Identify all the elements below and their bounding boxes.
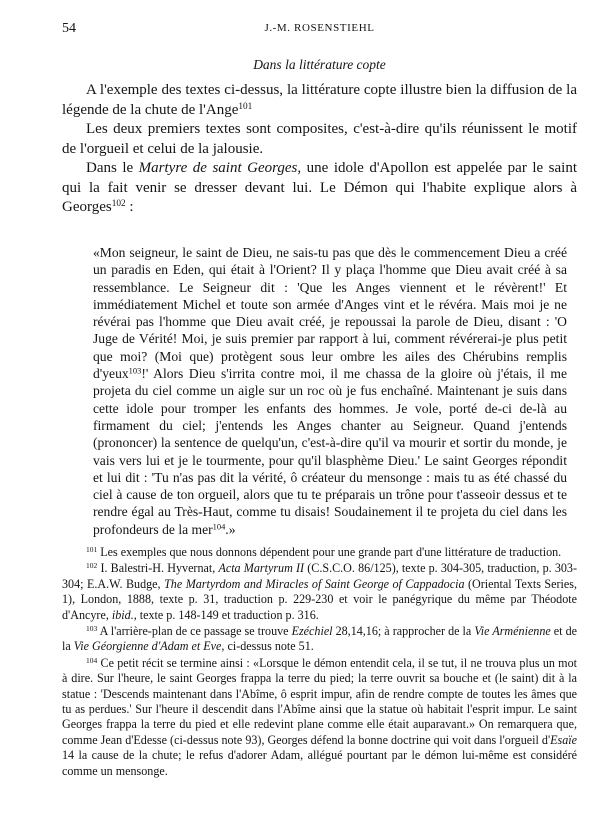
paragraph-1-text: A l'exemple des textes ci-dessus, la littérature copte illustre bien la diffusion de la légende de la chute de l'Ange <box>62 82 577 118</box>
paragraph-3-text-a: Dans le <box>86 160 139 176</box>
note-ref-104: 104 <box>212 521 226 532</box>
footnote-103-text-b: 28,14,16; à rapprocher de la <box>332 624 475 639</box>
quote-text <box>93 244 567 538</box>
footnote-103-title-2: Vie Arménienne <box>474 624 551 639</box>
footnote-101-number: 101 <box>86 544 98 554</box>
page-header <box>62 21 577 39</box>
paragraph-3 <box>62 159 577 218</box>
work-title-martyre: Martyre de saint Georges <box>138 160 298 176</box>
paragraph-3-text-b: , une idole d'Apollon est appelée par le saint qui la fait venir se dresser devant lui. Le Démon qui l'habite explique alors à Georges <box>62 160 577 215</box>
footnote-102-title-2: The Martyrdom and Miracles of Saint George of Cappadocia <box>164 576 465 591</box>
running-head: J.-M. ROSENSTIEHL <box>264 22 375 34</box>
footnote-103-text-d: , ci-dessus note 51. <box>221 639 314 654</box>
paragraph-1 <box>62 81 577 120</box>
footnote-103-text-c: et de la <box>62 624 577 654</box>
footnote-104 <box>62 656 577 779</box>
quote-part-3: .» <box>225 521 236 537</box>
footnote-104-text-b: 14 la cause de la chute; le refus d'adorer Adam, allégué pourtant par le démon lui-même est considéré comme un mensonge. <box>62 748 577 778</box>
footnote-101 <box>62 545 577 560</box>
footnote-102-title-3: ibid. <box>111 607 134 622</box>
footnote-102 <box>62 561 577 623</box>
note-ref-103: 103 <box>128 365 142 376</box>
footnote-103-text-a: A l'arrière-plan de ce passage se trouve <box>99 624 292 639</box>
footnote-103-title-1: Ezéchiel <box>291 624 333 639</box>
note-ref-101: 101 <box>238 101 253 112</box>
footnote-102-text-d: , texte p. 148-149 et traduction p. 316. <box>133 607 319 622</box>
quote-part-2: !' Alors Dieu s'irrita contre moi, il me chassa de la gloire où j'étais, il me projeta du ciel comme un aigle sur un roc où je fus enchaîné. Maintenant je suis dans cette idole pour tromper les enfants des hommes. Je vole, porté de-ci de-là au firmament du ciel; j'entends les Anges chanter au Seigneur. Quand j'entends (prononcer) la sentence de quelqu'un, c'est-à-dire qu'il va mourir et sortir du monde, je vais vers lui et je le tourmente, pour qu'il blasphème Dieu.' Le saint Georges répondit et lui dit : 'Tu n'as pas dit la vérité, ô créateur du mensonge : mais tu as été chassé du ciel à cause de ton orgueil, alors que tu te préparais un trône pour t'asseoir dessus et te rendre égal au Très-Haut, comme tu disais! Soudainement il te projeta du ciel dans les profondeurs de la mer <box>93 366 567 537</box>
note-ref-102: 102 <box>111 198 126 209</box>
footnote-102-text-a: I. Balestri-H. Hyvernat, <box>100 561 219 576</box>
quote-part-1: «Mon seigneur, le saint de Dieu, ne sais-tu pas que dès le commencement Dieu a créé un paradis en Eden, qui était à l'Orient? Il y plaça l'homme que Dieu avait créé à sa ressemblance. Le Seigneur dit : 'Que les Anges viennent et le révèrent!' Et immédiatement Michel et toute son armée d'Anges vint et le révéra. Mais moi je ne révérai pas l'homme que Dieu avait créé, je repoussai la parole de Dieu, disant : 'O Juge de Vérité! Moi, je suis premier par rapport à lui, comment révérerai-je plus petit que moi? (Moi que) protègent sous leur ombre les ailes des Chérubins remplis d'yeux <box>93 245 567 382</box>
footnote-102-title-1: Acta Martyrum II <box>218 561 305 576</box>
footnote-104-text-a: Ce petit récit se termine ainsi : «Lorsque le démon entendit cela, il se tut, il ne trouva plus un mot à dire. Sur l'heure, le saint Georges frappa la terre du pied; la terre ouvrit sa bouche et (le saint) dit à la statue : 'Descends maintenant dans l'Abîme, ô esprit impur, afin de rendre compte de toutes les âmes que tu as perdues.' Sur l'heure il descendit dans l'Abîme ainsi que la statue où habitait l'esprit impur. Le saint Georges frappa la terre du pied et elle redevint plane comme elle était auparavant.» On remarquera que, comme Jean d'Edesse (ci-dessus note 93), Georges défend la bonne doctrine qui voit dans l'orgueil d' <box>62 655 577 747</box>
footnotes <box>62 545 577 780</box>
body-text <box>62 81 577 218</box>
footnote-103-number: 103 <box>86 623 98 633</box>
footnote-104-title-1: Esaïe <box>550 732 577 747</box>
footnote-101-text: Les exemples que nous donnons dépendent pour une grande part d'une littérature de traduction. <box>100 545 562 559</box>
footnote-102-number: 102 <box>86 561 98 571</box>
footnote-102-text-c: (Oriental Texts Series, 1), London, 1888, texte p. 31, traduction p. 229-230 et voir le panégyrique du même par Théodote d'Ancyre, <box>62 576 577 622</box>
paragraph-3-text-c: : <box>125 199 134 215</box>
footnote-102-text-b: (C.S.C.O. 86/125), texte p. 304-305, traduction, p. 303-304; E.A.W. Budge, <box>62 561 577 591</box>
footnote-104-number: 104 <box>86 655 98 665</box>
block-quote <box>93 244 567 538</box>
paragraph-2: Les deux premiers textes sont composites, c'est-à-dire qu'ils réunissent le motif de l'orgueil et celui de la jalousie. <box>62 121 577 157</box>
section-title: Dans la littérature copte <box>253 57 386 72</box>
footnote-103 <box>62 624 577 655</box>
page-number: 54 <box>62 21 76 36</box>
footnote-103-title-3: Vie Géorgienne d'Adam et Eve <box>73 639 222 654</box>
